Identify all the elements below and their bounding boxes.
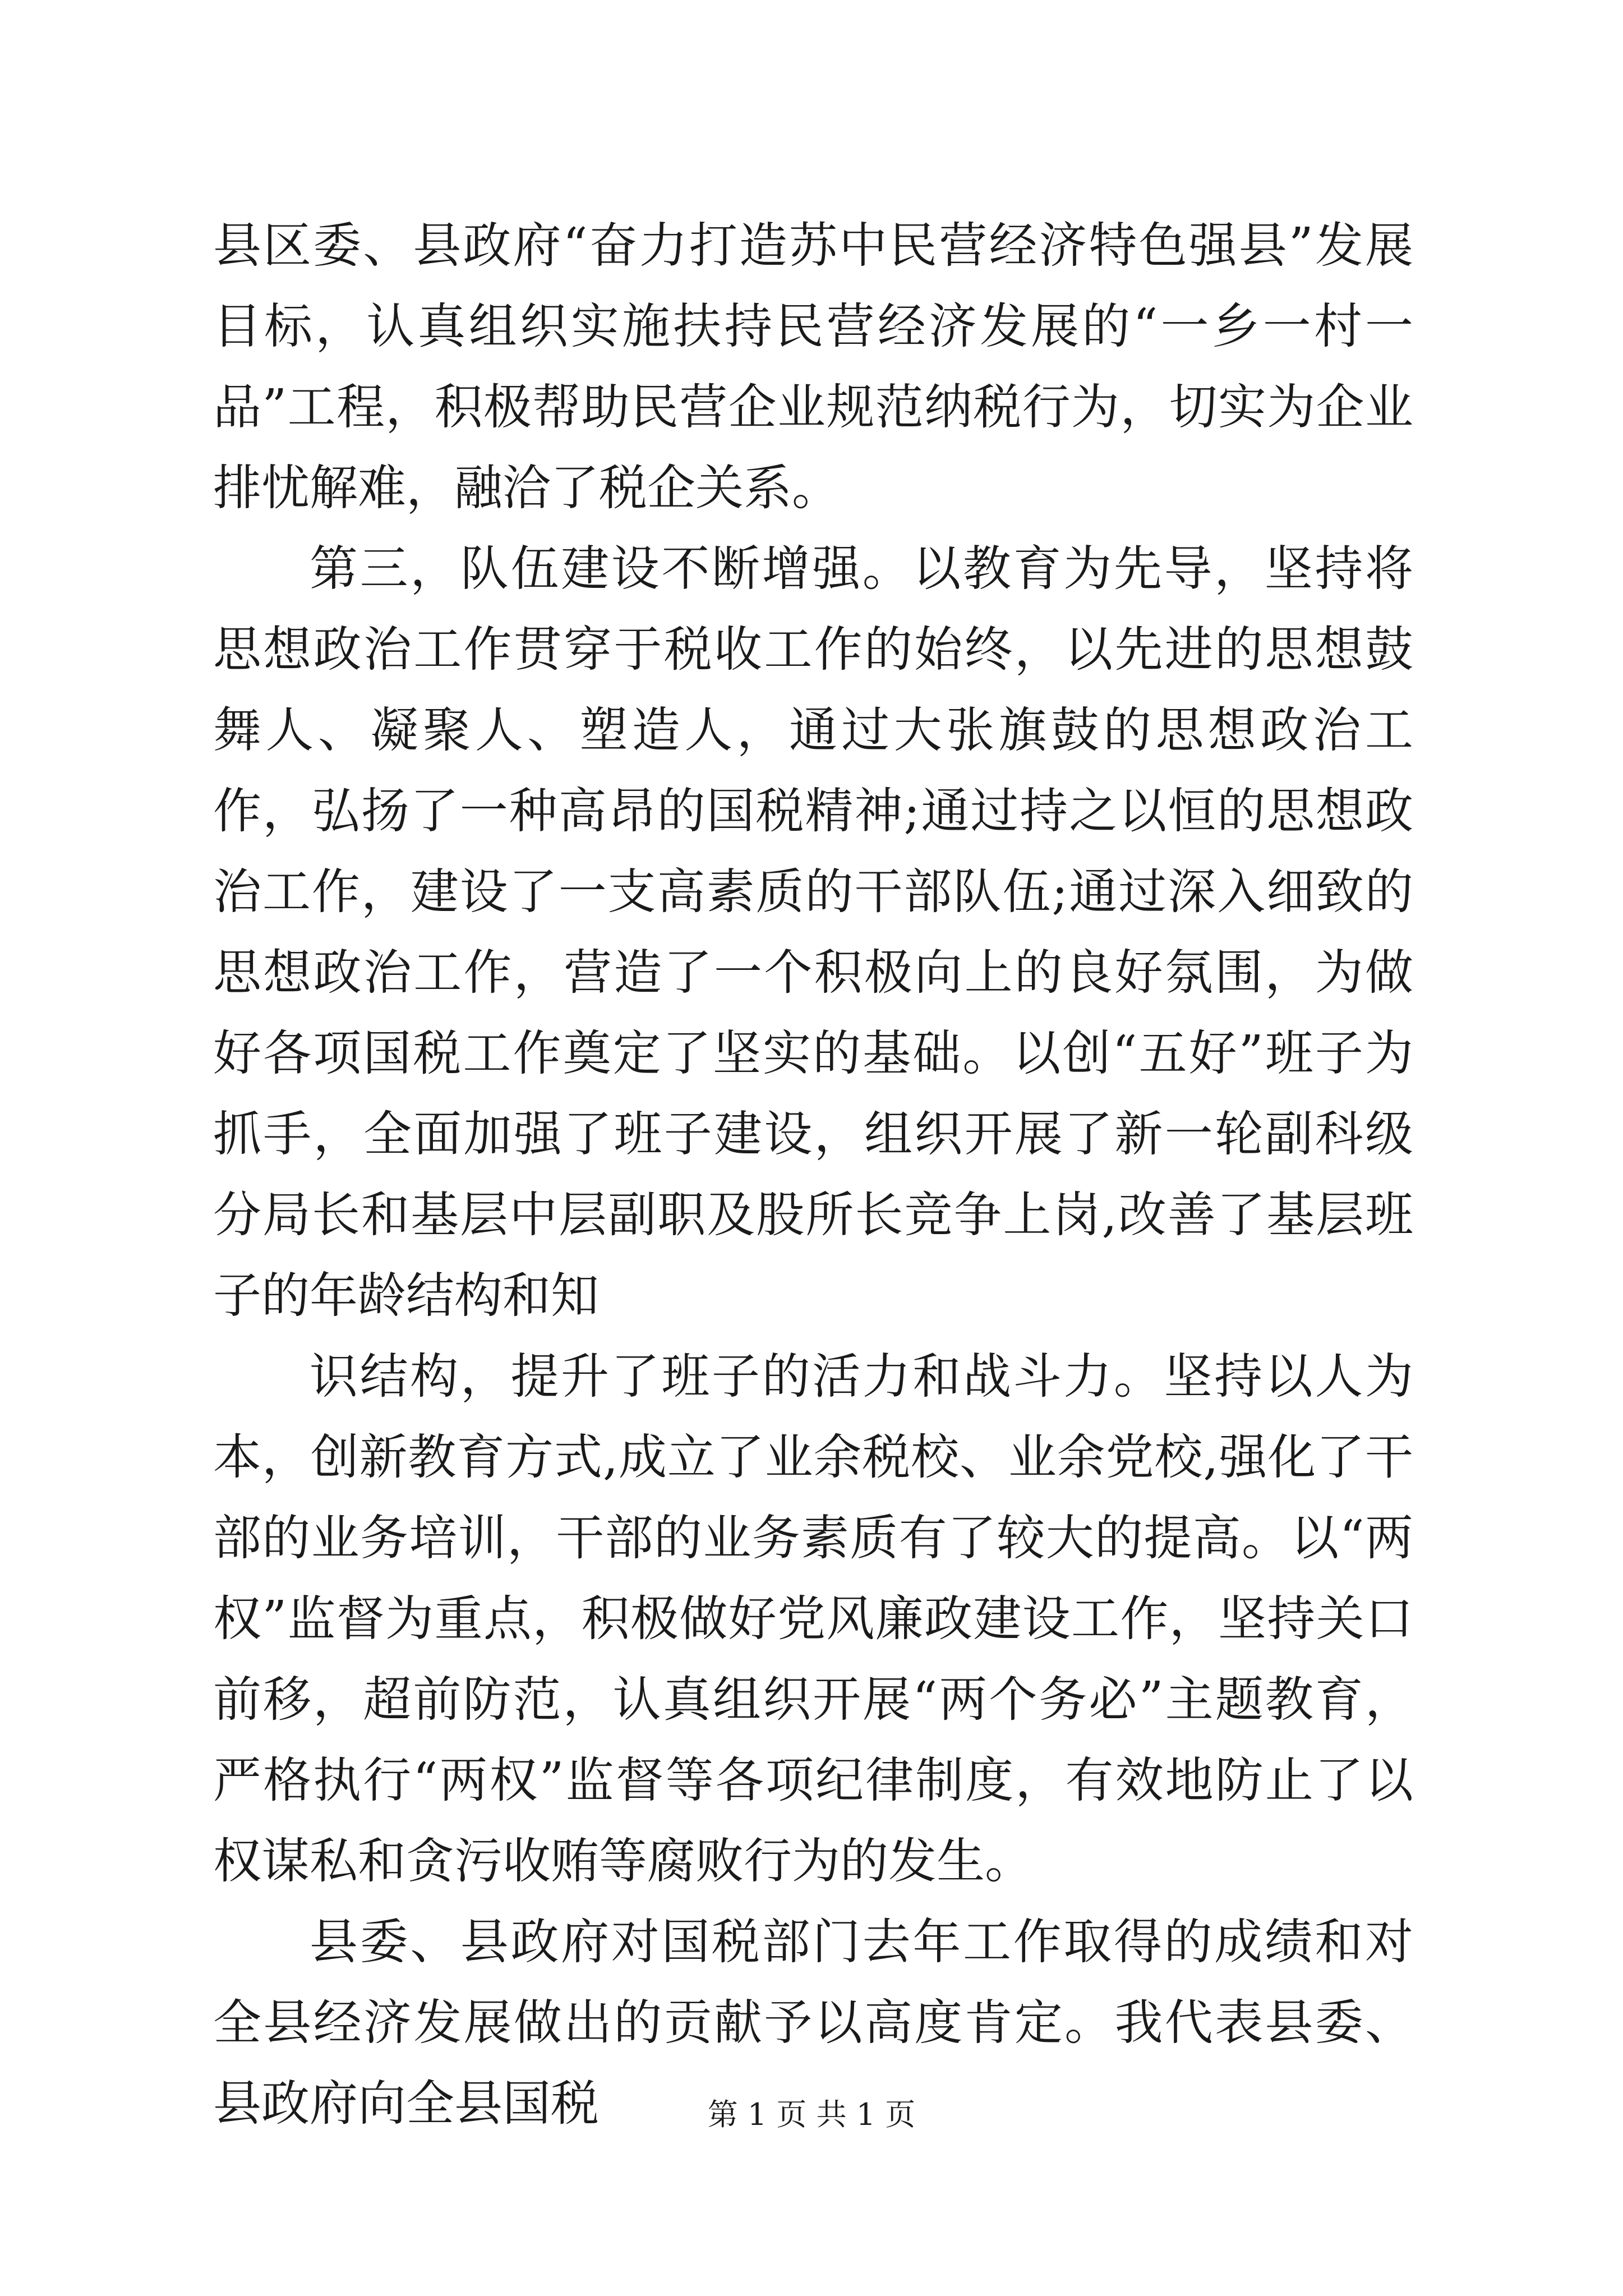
paragraph-2: 第三，队伍建设不断增强。以教育为先导，坚持将思想政治工作贯穿于税收工作的始终，以先进的思想鼓舞人、凝聚人、塑造人，通过大张旗鼓的思想政治工作，弘扬了一种高昂的国税精神;通过持之以恒的思想政治工作，建设了一支高素质的干部队伍;通过深入细致的思想政治工作，营造了一个积极向上的良好氛围，为做好各项国税工作奠定了坚实的基础。以创“五好”班子为抓手，全面加强了班子建设，组织开展了新一轮副科级分局长和基层中层副职及股所长竞争上岗,改善了基层班子的年龄结构和知 bbox=[213, 541, 1413, 1324]
paragraph-3: 识结构，提升了班子的活力和战斗力。坚持以人为本，创新教育方式,成立了业余税校、业余党校,强化了干部的业务培训，干部的业务素质有了较大的提高。以“两权”监督为重点，积极做好党风廉政建设工作，坚持关口前移，超前防范，认真组织开展“两个务必”主题教育，严格执行“两权”监督等各项纪律制度，有效地防止了以权谋私和贪污收贿等腐败行为的发生。 bbox=[213, 1349, 1413, 1889]
body-text bbox=[213, 205, 1413, 2144]
paragraph-1: 县区委、县政府“奋力打造苏中民营经济特色强县”发展目标，认真组织实施扶持民营经济发展的“一乡一村一品”工程，积极帮助民营企业规范纳税行为，切实为企业排忧解难，融洽了税企关系。 bbox=[213, 218, 1413, 516]
page-footer bbox=[0, 2095, 1623, 2134]
page-number: 第 1 页 共 1 页 bbox=[707, 2097, 916, 2132]
paragraph-4: 县委、县政府对国税部门去年工作取得的成绩和对全县经济发展做出的贡献予以高度肯定。我代表县委、县政府向全县国税 bbox=[213, 1914, 1413, 2132]
